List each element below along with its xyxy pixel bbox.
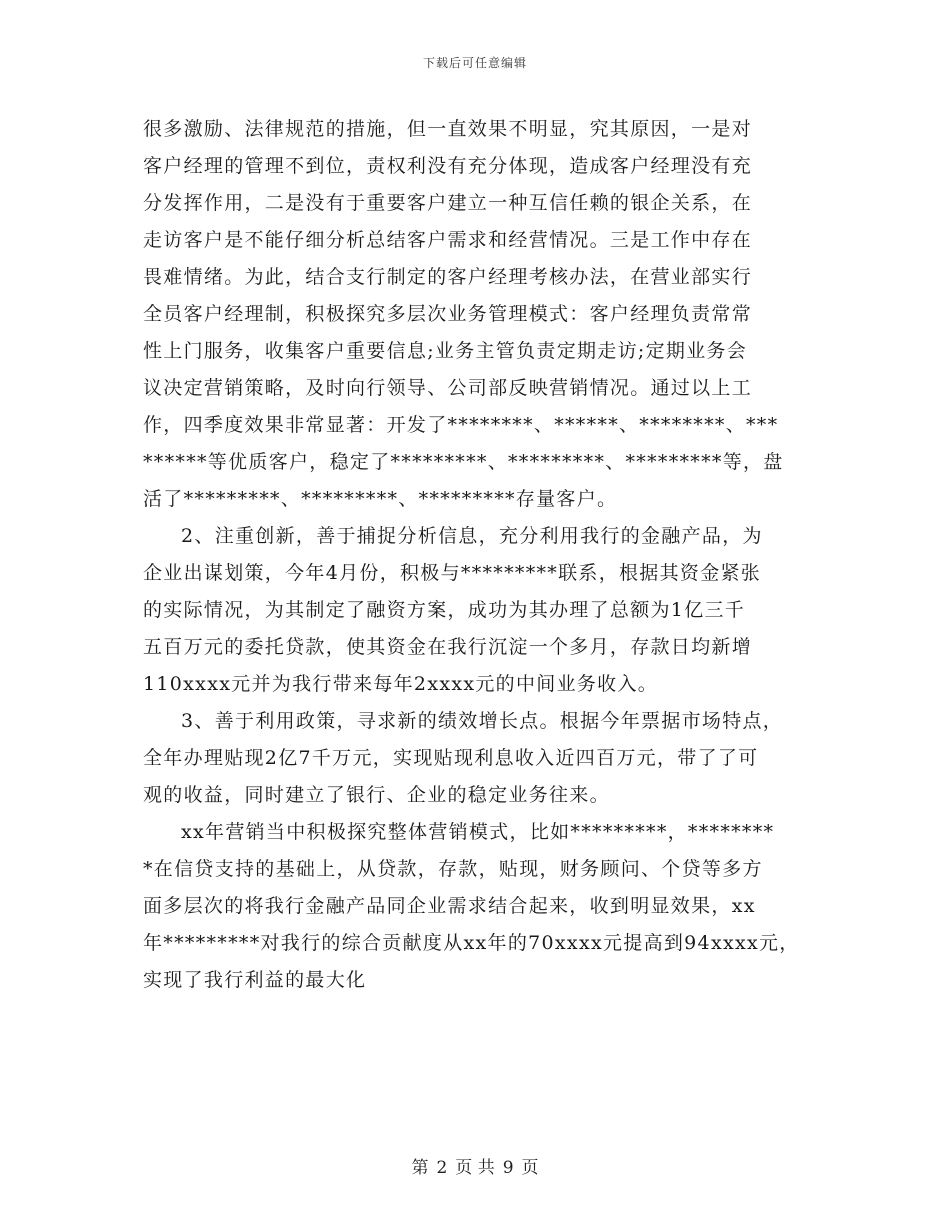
text-line: 走访客户是不能仔细分析总结客户需求和经营情况。三是工作中存在 <box>143 229 753 251</box>
text-line: 分发挥作用，二是没有于重要客户建立一种互信任赖的银企关系，在 <box>143 192 753 214</box>
text-line: 作，四季度效果非常显著：开发了********、******、********、*** <box>143 414 779 436</box>
text-line: 全员客户经理制，积极探究多层次业务管理模式：客户经理负责常常 <box>143 303 753 325</box>
text-line: 的实际情况，为其制定了融资方案，成功为其办理了总额为1亿三千 <box>143 599 746 621</box>
text-line: 活了*********、*********、*********存量客户。 <box>143 488 618 510</box>
text-line: xx年营销当中积极探究整体营销模式，比如*********，******** <box>181 821 775 843</box>
page-header: 下载后可任意编辑 <box>422 56 527 70</box>
text-line: 议决定营销策略，及时向行领导、公司部反映营销情况。通过以上工 <box>143 377 753 399</box>
footer-suffix: 页 <box>521 1158 539 1178</box>
text-line: ******等优质客户，稳定了*********、*********、*********等，盘 <box>143 451 784 473</box>
text-line: 年*********对我行的综合贡献度从xx年的70xxxx元提高到94xxxx元， <box>143 932 800 954</box>
footer-middle: 页 共 <box>455 1158 495 1178</box>
text-line: 3、善于利用政策，寻求新的绩效增长点。根据今年票据市场特点， <box>181 710 784 732</box>
text-line: 很多激励、法律规范的措施，但一直效果不明显，究其原因，一是对 <box>143 118 753 140</box>
text-line: *在信贷支持的基础上，从贷款，存款，贴现，财务顾问、个贷等多方 <box>143 858 763 880</box>
text-line: 2、注重创新，善于捕捉分析信息，充分利用我行的金融产品，为 <box>181 525 763 547</box>
text-line: 企业出谋划策，今年4月份，积极与*********联系，根据其资金紧张 <box>143 562 762 584</box>
text-line: 畏难情绪。为此，结合支行制定的客户经理考核办法，在营业部实行 <box>143 266 753 288</box>
page-footer <box>0 1153 950 1178</box>
footer-page-number: 2 <box>436 1158 448 1178</box>
document-body <box>143 111 808 999</box>
footer-prefix: 第 <box>411 1158 429 1178</box>
footer-total-pages: 9 <box>502 1158 514 1178</box>
text-line: 全年办理贴现2亿7千万元，实现贴现利息收入近四百万元，带了了可 <box>143 747 759 769</box>
text-line: 观的收益，同时建立了银行、企业的稳定业务往来。 <box>143 784 610 806</box>
text-line: 性上门服务，收集客户重要信息;业务主管负责定期走访;定期业务会 <box>143 340 748 362</box>
text-line: 实现了我行利益的最大化 <box>143 969 367 991</box>
text-line: 面多层次的将我行金融产品同企业需求结合起来，收到明显效果，xx <box>143 895 756 917</box>
text-line: 110xxxx元并为我行带来每年2xxxx元的中间业务收入。 <box>143 673 659 695</box>
text-line: 客户经理的管理不到位，责权利没有充分体现，造成客户经理没有充 <box>143 155 753 177</box>
text-line: 五百万元的委托贷款，使其资金在我行沉淀一个多月，存款日均新增 <box>143 636 753 658</box>
